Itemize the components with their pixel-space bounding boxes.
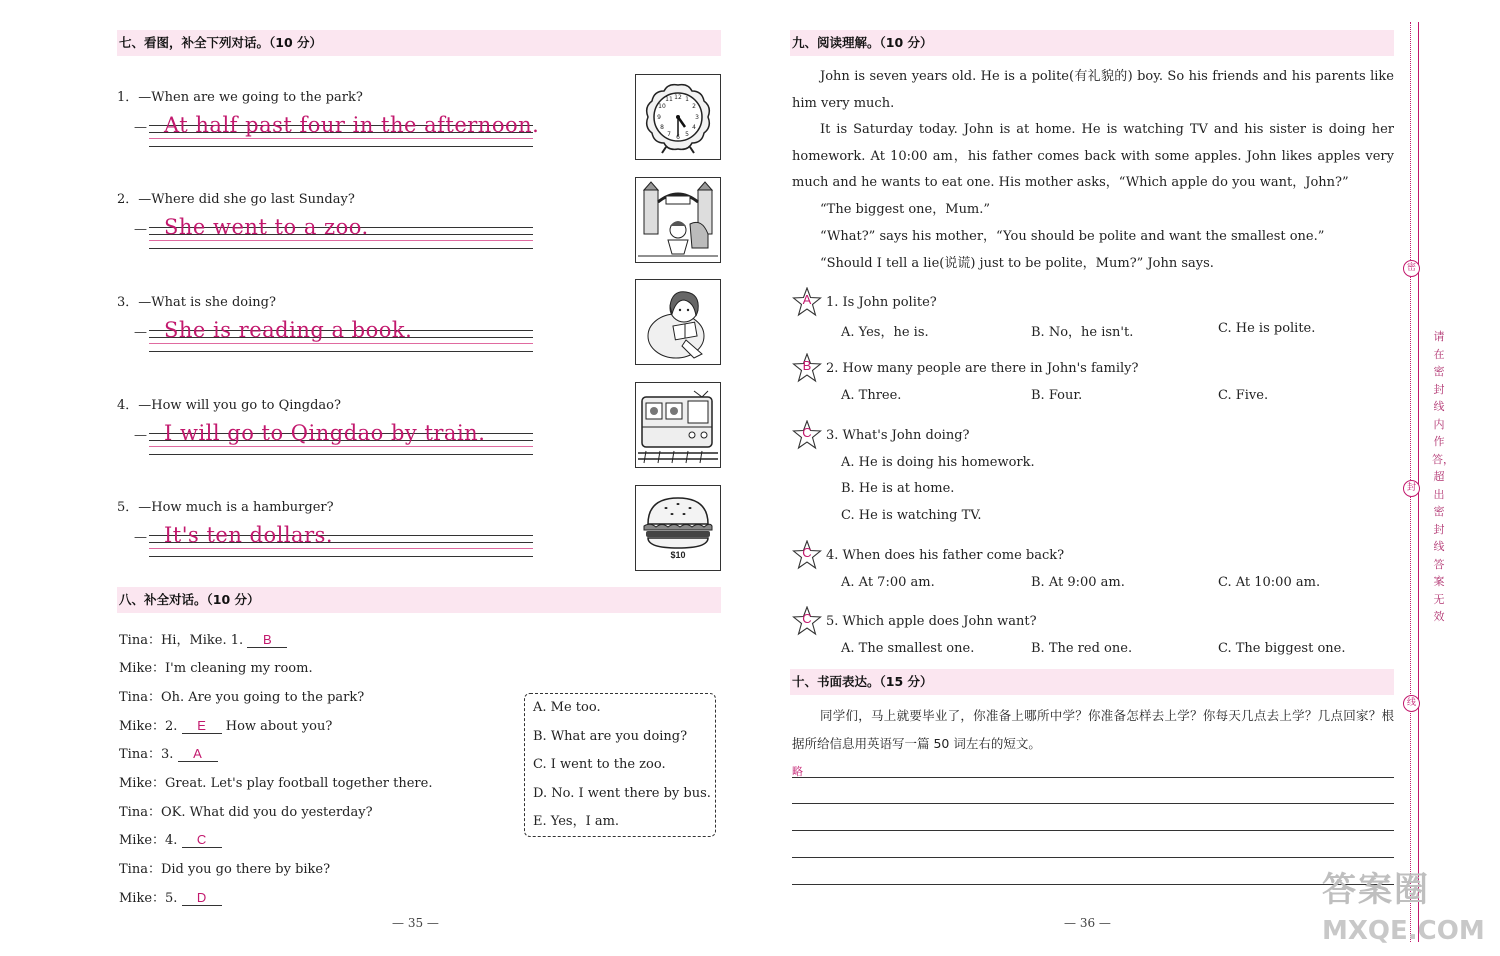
answer-blank-4: C <box>182 832 222 848</box>
s7-question-3: 3．—What is she doing? <box>117 295 276 310</box>
seal-mark-1: 密 <box>1403 260 1420 277</box>
q2-option-a: A. Three. <box>841 388 902 403</box>
reading-question-2: 2. How many people are there in John's family? <box>826 361 1139 376</box>
writing-line-2 <box>792 803 1394 804</box>
reading-question-5: 5. Which apple does John want? <box>826 614 1037 629</box>
reading-question-1: 1. Is John polite? <box>826 295 937 310</box>
dialogue-text-post: How about you? <box>225 719 333 734</box>
answer-blank-5: D <box>182 890 222 906</box>
svg-text:6: 6 <box>676 134 680 141</box>
section9-title: 九、阅读理解。（10 分） <box>790 30 1394 56</box>
section10-title: 十、书面表达。（15 分） <box>790 669 1394 695</box>
answer-star-5 <box>792 606 822 636</box>
writing-answer-label: 略 <box>792 765 803 778</box>
clock-picture <box>635 74 721 160</box>
dialogue-line-10 <box>119 887 222 906</box>
q5-option-c: C. The biggest one. <box>1218 641 1346 656</box>
svg-text:12: 12 <box>674 94 682 101</box>
writing-line-1 <box>792 777 1394 778</box>
q3-option-a: A. He is doing his homework. <box>841 455 1035 470</box>
svg-text:1: 1 <box>685 96 689 103</box>
seal-line-solid <box>1418 22 1419 942</box>
s7-dash-2: — <box>134 222 147 237</box>
writing-line-5 <box>792 884 1394 885</box>
dialogue-text: Mike：4. <box>119 833 178 848</box>
svg-text:11: 11 <box>665 96 673 103</box>
s7-answer-5: It's ten dollars. <box>164 523 334 547</box>
page-number-right: — 36 — <box>1064 916 1111 930</box>
q4-option-c: C. At 10:00 am. <box>1218 575 1321 590</box>
s7-answer-2: She went to a zoo. <box>164 215 369 239</box>
answer-mark-5: C <box>802 611 812 626</box>
answer-blank-2: E <box>182 718 222 734</box>
writing-line-4 <box>792 857 1394 858</box>
q5-option-a: A. The smallest one. <box>841 641 975 656</box>
seal-mark-2: 封 <box>1403 480 1420 497</box>
passage-paragraph-2: It is Saturday today. John is at home. He is watching TV and his sister is doing her homework. At 10:00 am，his father comes back with some apples. John likes apples very much and he wants to eat one. His mother asks，“Which apple do you want，John?” <box>792 122 1394 191</box>
dialogue-line-4 <box>119 715 332 734</box>
passage-paragraph-4: “What?” says his mother，“You should be polite and want the smallest one.” <box>820 229 1325 244</box>
answer-star-4 <box>792 540 822 570</box>
option-a: A. Me too. <box>533 700 601 715</box>
s7-question-1: 1．—When are we going to the park? <box>117 90 363 105</box>
answer-blank-3: A <box>178 746 218 762</box>
svg-text:2: 2 <box>692 103 696 110</box>
s7-answer-1: At half past four in the afternoon. <box>164 113 540 137</box>
q4-option-a: A. At 7:00 am. <box>841 575 935 590</box>
writing-prompt: 同学们，马上就要毕业了，你准备上哪所中学？你准备怎样去上学？你每天几点去上学？几点回家？根据所给信息用英语写一篇 50 词左右的短文。 <box>792 708 1394 751</box>
q1-option-a: A. Yes，he is. <box>841 325 929 340</box>
dialogue-text: Mike：2. <box>119 719 178 734</box>
svg-text:10: 10 <box>658 103 666 110</box>
svg-text:9: 9 <box>657 114 661 121</box>
q3-option-c: C. He is watching TV. <box>841 508 982 523</box>
passage-paragraph-3: “The biggest one，Mum.” <box>820 202 991 217</box>
seal-mark-3: 线 <box>1403 695 1420 712</box>
train-picture <box>635 382 721 468</box>
s7-question-2: 2．—Where did she go last Sunday? <box>117 192 355 207</box>
dialogue-line-5 <box>119 743 218 762</box>
dialogue-line-8 <box>119 829 222 848</box>
answer-star-1 <box>792 287 822 317</box>
dialogue-text: Mike：5. <box>119 891 178 906</box>
q1-option-c: C. He is polite. <box>1218 321 1316 336</box>
dialogue-line-1 <box>119 629 287 648</box>
svg-text:7: 7 <box>667 131 671 138</box>
page-number-left: — 35 — <box>392 916 439 930</box>
option-b: B. What are you doing? <box>533 728 688 744</box>
answer-mark-3: C <box>802 425 812 440</box>
answer-mark-4: C <box>802 545 812 560</box>
s7-answer-4: I will go to Qingdao by train. <box>164 421 486 445</box>
s7-dash-3: — <box>134 325 147 340</box>
s7-question-4: 4．—How will you go to Qingdao? <box>117 398 341 413</box>
s7-answer-3: She is reading a book. <box>164 318 413 342</box>
s7-dash-1: — <box>134 120 147 135</box>
svg-text:3: 3 <box>695 114 699 121</box>
option-d: D. No. I went there by bus. <box>533 785 711 801</box>
s7-dash-4: — <box>134 428 147 443</box>
svg-text:5: 5 <box>685 131 689 138</box>
options-box <box>524 693 716 837</box>
watermark-logo: 答案圈 <box>1322 870 1430 910</box>
svg-text:4: 4 <box>692 124 696 131</box>
dialogue-text: Tina：Hi，Mike. 1. <box>119 633 244 648</box>
dialogue-line-9: Tina：Did you go there by bike? <box>119 862 331 877</box>
seal-vertical-note: 请在密封线内作答，超出密封线答案无效 <box>1432 330 1454 623</box>
option-c: C. I went to the zoo. <box>533 757 666 772</box>
q4-option-b: B. At 9:00 am. <box>1031 575 1125 590</box>
reading-question-3: 3. What's John doing? <box>826 428 970 443</box>
zoo-picture <box>635 177 721 263</box>
dialogue-text: Tina：3. <box>119 747 174 762</box>
answer-star-2 <box>792 353 822 383</box>
s7-dash-5: — <box>134 530 147 545</box>
q2-option-b: B. Four. <box>1031 388 1083 403</box>
q3-option-b: B. He is at home. <box>841 481 955 496</box>
section8-title: 八、补全对话。（10 分） <box>117 587 721 613</box>
price-tag: $10 <box>670 550 686 560</box>
reading-girl-picture <box>635 279 721 365</box>
option-e: E. Yes，I am. <box>533 814 620 829</box>
dialogue-line-6: Mike：Great. Let's play football together there. <box>119 776 433 791</box>
s7-question-5: 5．—How much is a hamburger? <box>117 500 334 515</box>
q1-option-b: B. No，he isn't. <box>1031 325 1134 340</box>
answer-mark-2: B <box>802 358 812 373</box>
reading-question-4: 4. When does his father come back? <box>826 548 1065 563</box>
passage-paragraph-5: “Should I tell a lie(说谎) just to be polite，Mum?” John says. <box>820 256 1214 271</box>
svg-text:8: 8 <box>660 124 664 131</box>
writing-line-3 <box>792 830 1394 831</box>
section7-title: 七、看图，补全下列对话。（10 分） <box>117 30 721 56</box>
watermark-url: MXQE.COM <box>1322 916 1485 946</box>
dialogue-line-7: Tina：OK. What did you do yesterday? <box>119 805 373 820</box>
passage-paragraph-1: John is seven years old. He is a polite(有礼貌的) boy. So his friends and his parents like him very much. <box>792 69 1394 111</box>
q2-option-c: C. Five. <box>1218 388 1269 403</box>
dialogue-line-2: Mike：I'm cleaning my room. <box>119 661 313 676</box>
hamburger-picture <box>635 485 721 571</box>
answer-mark-1: A <box>802 292 812 307</box>
dialogue-line-3: Tina：Oh. Are you going to the park? <box>119 690 365 705</box>
answer-star-3 <box>792 420 822 450</box>
answer-blank-1: B <box>247 632 287 648</box>
q5-option-b: B. The red one. <box>1031 641 1133 656</box>
